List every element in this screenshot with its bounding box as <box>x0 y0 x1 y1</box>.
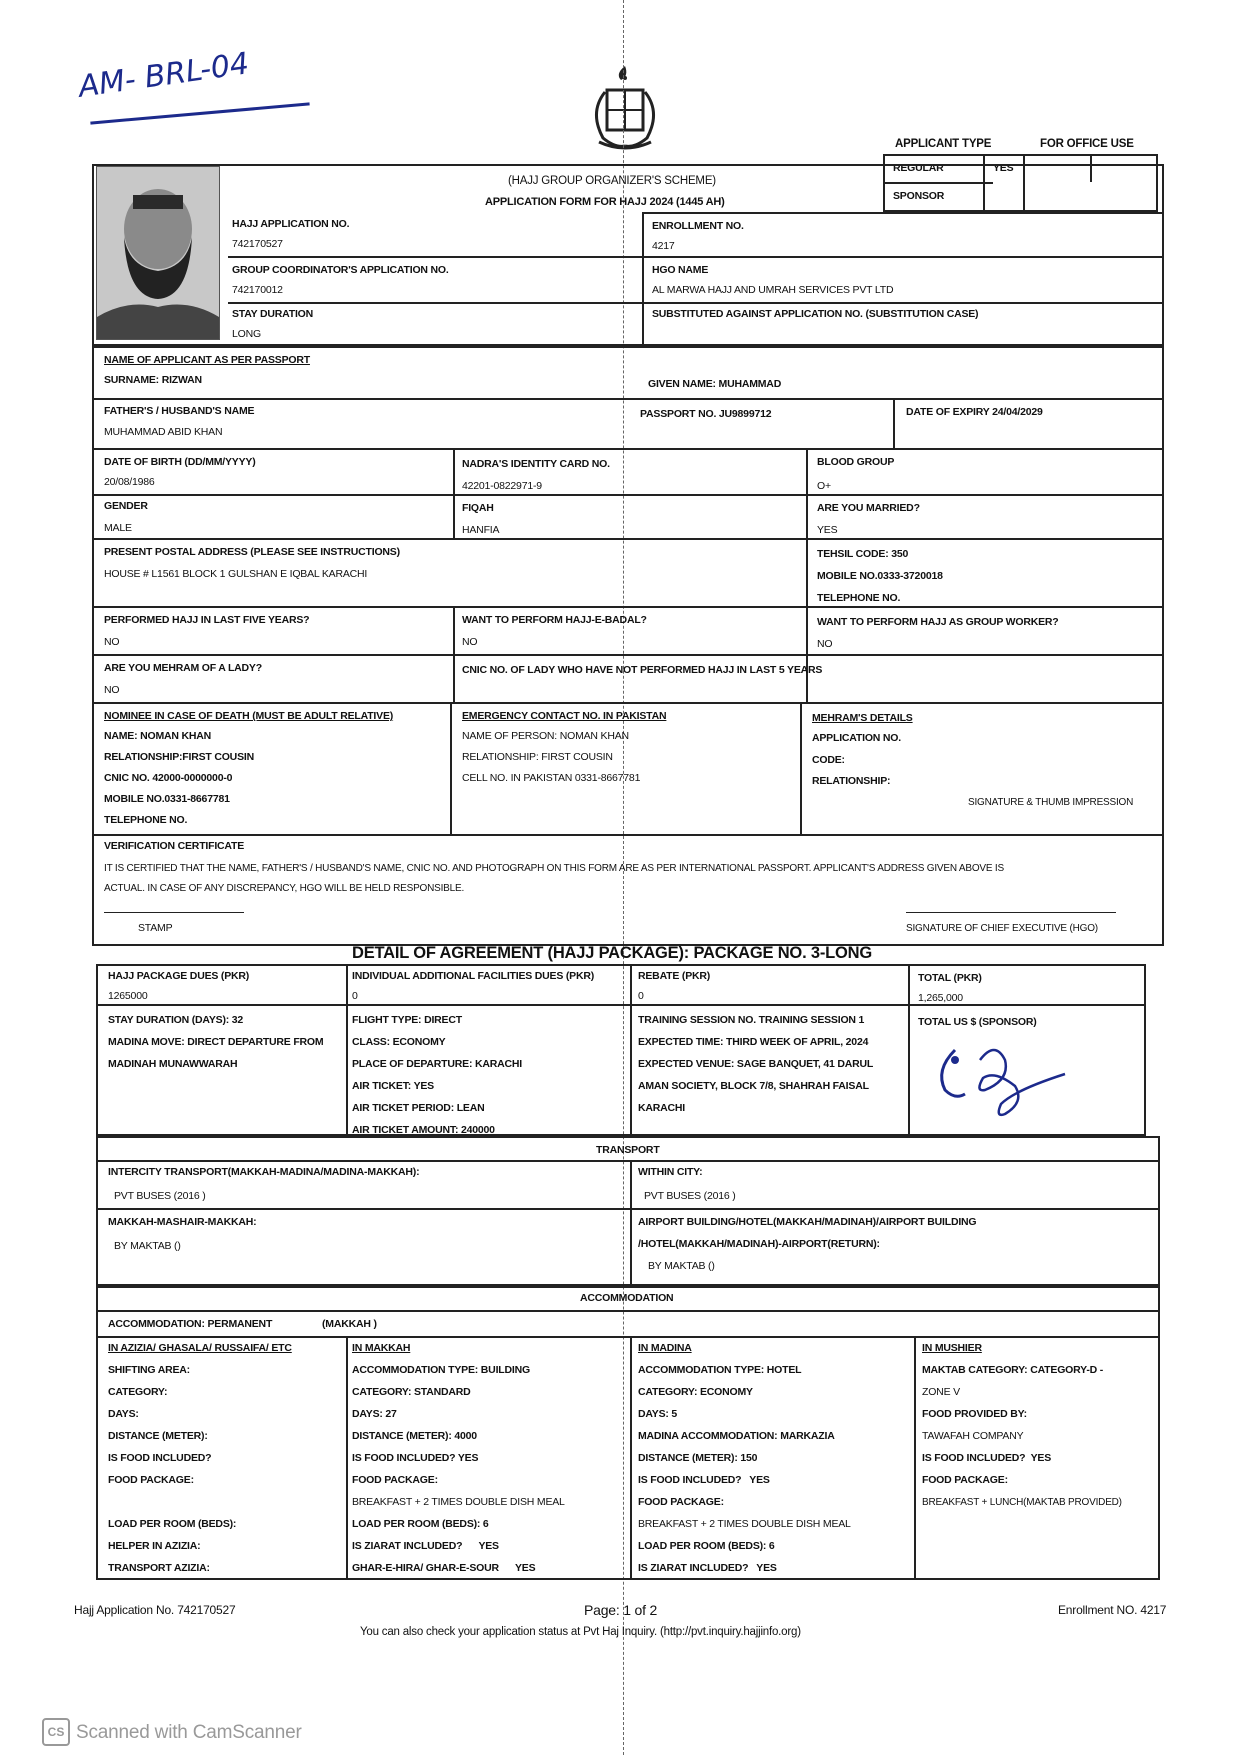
makkah-line: BREAKFAST + 2 TIMES DOUBLE DISH MEAL <box>352 1496 565 1508</box>
mushier-line: ZONE V <box>922 1386 960 1398</box>
mehram-details-line: RELATIONSHIP: <box>812 775 891 787</box>
mehram-details-line: APPLICATION NO. <box>812 732 901 744</box>
mushier-line: FOOD PROVIDED BY: <box>922 1408 1027 1420</box>
married-value: YES <box>817 524 838 536</box>
makkah-line: IS ZIARAT INCLUDED? YES <box>352 1540 499 1552</box>
mushier-line: IS FOOD INCLUDED? YES <box>922 1452 1052 1464</box>
emergency-line: NAME OF PERSON: NOMAN KHAN <box>462 730 629 742</box>
azizia-line: CATEGORY: <box>108 1386 168 1398</box>
transport-table <box>96 1136 1160 1286</box>
rebate-label: REBATE (PKR) <box>638 970 711 982</box>
within-city-label: WITHIN CITY: <box>638 1166 703 1178</box>
sponsor-label: SPONSOR <box>893 190 945 202</box>
regular-yes-value: YES <box>993 162 1014 174</box>
agreement-col2-line: CLASS: ECONOMY <box>352 1036 446 1048</box>
airport-label-1: AIRPORT BUILDING/HOTEL(MAKKAH/MADINAH)/AIRPORT BUILDING <box>638 1216 977 1228</box>
agreement-col3-line: EXPECTED VENUE: SAGE BANQUET, 41 DARUL <box>638 1058 874 1070</box>
mushier-line: TAWAFAH COMPANY <box>922 1430 1024 1442</box>
airport-label-2: /HOTEL(MAKKAH/MADINAH)-AIRPORT(RETURN): <box>638 1238 880 1250</box>
footer-status-note: You can also check your application status at Pvt Haj Inquiry. (http://pvt.inquiry.hajjinfo.org) <box>360 1626 801 1638</box>
azizia-line: LOAD PER ROOM (BEDS): <box>108 1518 237 1530</box>
madina-line: LOAD PER ROOM (BEDS): 6 <box>638 1540 775 1552</box>
blood-value: O+ <box>817 480 831 492</box>
telephone-no: TELEPHONE NO. <box>817 592 901 604</box>
mushier-line: MAKTAB CATEGORY: CATEGORY-D - <box>922 1364 1104 1376</box>
nominee-header: NOMINEE IN CASE OF DEATH (MUST BE ADULT RELATIVE) <box>104 710 394 722</box>
performed-label: PERFORMED HAJJ IN LAST FIVE YEARS? <box>104 614 310 626</box>
agreement-col2-line: AIR TICKET AMOUNT: 240000 <box>352 1124 495 1136</box>
agreement-col2-line: PLACE OF DEPARTURE: KARACHI <box>352 1058 522 1070</box>
mehram-details-header: MEHRAM'S DETAILS <box>812 712 913 724</box>
madina-line: IS FOOD INCLUDED? YES <box>638 1474 770 1486</box>
office-use-label: FOR OFFICE USE <box>1040 138 1134 150</box>
footer-enrollment: Enrollment NO. 4217 <box>1058 1603 1167 1617</box>
footer-page: Page: 1 of 2 <box>584 1602 658 1618</box>
azizia-line: SHIFTING AREA: <box>108 1364 190 1376</box>
tehsil-code: TEHSIL CODE: 350 <box>817 548 909 560</box>
mehram-label: ARE YOU MEHRAM OF A LADY? <box>104 662 262 674</box>
stamp-label: STAMP <box>138 922 173 934</box>
total-usd-label: TOTAL US $ (SPONSOR) <box>918 1016 1037 1028</box>
azizia-line: DISTANCE (METER): <box>108 1430 208 1442</box>
makkah-line: IS FOOD INCLUDED? YES <box>352 1452 479 1464</box>
transport-header: TRANSPORT <box>596 1144 660 1156</box>
nominee-line: NAME: NOMAN KHAN <box>104 730 212 742</box>
madina-line: DAYS: 5 <box>638 1408 678 1420</box>
makkah-line: LOAD PER ROOM (BEDS): 6 <box>352 1518 489 1530</box>
father-value: MUHAMMAD ABID KHAN <box>104 426 223 438</box>
name-header: NAME OF APPLICANT AS PER PASSPORT <box>104 354 310 366</box>
hgo-name-label: HGO NAME <box>652 264 709 276</box>
madina-line: DISTANCE (METER): 150 <box>638 1452 758 1464</box>
mobile-no: MOBILE NO.0333-3720018 <box>817 570 943 582</box>
emergency-line: CELL NO. IN PAKISTAN 0331-8667781 <box>462 772 641 784</box>
dob-label: DATE OF BIRTH (DD/MM/YYYY) <box>104 456 256 468</box>
azizia-header: IN AZIZIA/ GHASALA/ RUSSAIFA/ ETC <box>108 1342 292 1354</box>
camscanner-logo: CS <box>42 1718 70 1746</box>
nominee-line: MOBILE NO.0331-8667781 <box>104 793 230 805</box>
emergency-header: EMERGENCY CONTACT NO. IN PAKISTAN <box>462 710 667 722</box>
verification-header: VERIFICATION CERTIFICATE <box>104 840 245 852</box>
nominee-line: CNIC NO. 42000-0000000-0 <box>104 772 233 784</box>
form-title: APPLICATION FORM FOR HAJJ 2024 (1445 AH) <box>485 196 725 208</box>
ceo-signature-line <box>906 912 1116 913</box>
verification-line1: IT IS CERTIFIED THAT THE NAME, FATHER'S / HUSBAND'S NAME, CNIC NO. AND PHOTOGRAPH ON THIS FORM ARE AS PER INTERNATIONAL PASSPORT. APPLICANT'S ADDRESS GIVEN ABOVE IS <box>104 863 1004 874</box>
madina-line: IS ZIARAT INCLUDED? YES <box>638 1562 777 1574</box>
agreement-col1-line: STAY DURATION (DAYS): 32 <box>108 1014 244 1026</box>
dob-value: 20/08/1986 <box>104 476 155 488</box>
agreement-col3-line: EXPECTED TIME: THIRD WEEK OF APRIL, 2024 <box>638 1036 869 1048</box>
madina-line: BREAKFAST + 2 TIMES DOUBLE DISH MEAL <box>638 1518 851 1530</box>
badal-label: WANT TO PERFORM HAJJ-E-BADAL? <box>462 614 647 626</box>
makkah-header: IN MAKKAH <box>352 1342 411 1354</box>
fiqah-value: HANFIA <box>462 524 500 536</box>
footer-app-no: Hajj Application No. 742170527 <box>74 1603 236 1617</box>
agreement-col2-line: FLIGHT TYPE: DIRECT <box>352 1014 462 1026</box>
madina-line: MADINA ACCOMMODATION: MARKAZIA <box>638 1430 835 1442</box>
mushier-header: IN MUSHIER <box>922 1342 982 1354</box>
ceo-signature-label: SIGNATURE OF CHIEF EXECUTIVE (HGO) <box>906 923 1098 934</box>
handwritten-underline <box>90 102 309 124</box>
mushier-line: BREAKFAST + LUNCH(MAKTAB PROVIDED) <box>922 1497 1122 1508</box>
government-emblem <box>585 62 665 154</box>
accommodation-header: ACCOMMODATION <box>580 1292 674 1304</box>
airport-value: BY MAKTAB () <box>648 1260 715 1272</box>
azizia-line: FOOD PACKAGE: <box>108 1474 194 1486</box>
coordinator-label: GROUP COORDINATOR'S APPLICATION NO. <box>232 264 449 276</box>
within-city-value: PVT BUSES (2016 ) <box>644 1190 736 1202</box>
address-label: PRESENT POSTAL ADDRESS (PLEASE SEE INSTRUCTIONS) <box>104 546 400 558</box>
gender-value: MALE <box>104 522 132 534</box>
badal-value: NO <box>462 636 478 648</box>
agreement-col1-line: MADINAH MUNAWWARAH <box>108 1058 238 1070</box>
madina-line: ACCOMMODATION TYPE: HOTEL <box>638 1364 802 1376</box>
total-label: TOTAL (PKR) <box>918 972 982 984</box>
father-label: FATHER'S / HUSBAND'S NAME <box>104 405 255 417</box>
given-name: GIVEN NAME: MUHAMMAD <box>648 378 782 390</box>
package-dues-label: HAJJ PACKAGE DUES (PKR) <box>108 970 250 982</box>
makkah-line: GHAR-E-HIRA/ GHAR-E-SOUR YES <box>352 1562 536 1574</box>
accommodation-city: (MAKKAH ) <box>322 1318 377 1330</box>
azizia-line: HELPER IN AZIZIA: <box>108 1540 201 1552</box>
nominee-line: RELATIONSHIP:FIRST COUSIN <box>104 751 254 763</box>
nominee-line: TELEPHONE NO. <box>104 814 188 826</box>
applicant-details-table <box>92 346 1164 946</box>
agreement-col2-line: AIR TICKET PERIOD: LEAN <box>352 1102 485 1114</box>
cnic-lady-label: CNIC NO. OF LADY WHO HAVE NOT PERFORMED HAJJ IN LAST 5 YEARS <box>462 664 823 676</box>
agreement-title: DETAIL OF AGREEMENT (HAJJ PACKAGE): PACKAGE NO. 3-LONG <box>352 944 872 962</box>
passport-no: PASSPORT NO. JU9899712 <box>640 408 772 420</box>
package-dues-value: 1265000 <box>108 990 148 1002</box>
agreement-col3-line: KARACHI <box>638 1102 686 1114</box>
makkah-line: DAYS: 27 <box>352 1408 397 1420</box>
madina-line: FOOD PACKAGE: <box>638 1496 724 1508</box>
address-value: HOUSE # L1561 BLOCK 1 GULSHAN E IQBAL KARACHI <box>104 568 368 580</box>
enrollment-label: ENROLLMENT NO. <box>652 220 744 232</box>
mehram-value: NO <box>104 684 120 696</box>
madina-header: IN MADINA <box>638 1342 692 1354</box>
mashair-value: BY MAKTAB () <box>114 1240 181 1252</box>
stay-duration-value: LONG <box>232 328 261 340</box>
nadra-label: NADRA'S IDENTITY CARD NO. <box>462 458 610 470</box>
camscanner-watermark: Scanned with CamScanner <box>76 1722 302 1743</box>
agreement-col1-line: MADINA MOVE: DIRECT DEPARTURE FROM <box>108 1036 324 1048</box>
signature-thumb-label: SIGNATURE & THUMB IMPRESSION <box>968 797 1134 808</box>
coordinator-value: 742170012 <box>232 284 283 296</box>
substitution-label: SUBSTITUTED AGAINST APPLICATION NO. (SUBSTITUTION CASE) <box>652 308 979 320</box>
gender-label: GENDER <box>104 500 148 512</box>
surname: SURNAME: RIZWAN <box>104 374 202 386</box>
enrollment-value: 4217 <box>652 240 675 252</box>
individual-dues-label: INDIVIDUAL ADDITIONAL FACILITIES DUES (PKR) <box>352 970 595 982</box>
app-no-label: HAJJ APPLICATION NO. <box>232 218 350 230</box>
agreement-col3-line: TRAINING SESSION NO. TRAINING SESSION 1 <box>638 1014 865 1026</box>
intercity-label: INTERCITY TRANSPORT(MAKKAH-MADINA/MADINA-MAKKAH): <box>108 1166 420 1178</box>
stamp-line <box>104 912 244 913</box>
madina-line: CATEGORY: ECONOMY <box>638 1386 753 1398</box>
passport-expiry: DATE OF EXPIRY 24/04/2029 <box>906 406 1043 418</box>
blood-label: BLOOD GROUP <box>817 456 895 468</box>
makkah-line: ACCOMMODATION TYPE: BUILDING <box>352 1364 530 1376</box>
app-no-value: 742170527 <box>232 238 283 250</box>
mushier-line: FOOD PACKAGE: <box>922 1474 1008 1486</box>
rebate-value: 0 <box>638 990 644 1002</box>
makkah-line: DISTANCE (METER): 4000 <box>352 1430 477 1442</box>
group-worker-value: NO <box>817 638 833 650</box>
performed-value: NO <box>104 636 120 648</box>
mashair-label: MAKKAH-MASHAIR-MAKKAH: <box>108 1216 257 1228</box>
married-label: ARE YOU MARRIED? <box>817 502 920 514</box>
azizia-line: DAYS: <box>108 1408 139 1420</box>
agreement-col2-line: AIR TICKET: YES <box>352 1080 434 1092</box>
regular-label: REGULAR <box>893 162 944 174</box>
group-worker-label: WANT TO PERFORM HAJJ AS GROUP WORKER? <box>817 616 1059 628</box>
mehram-details-line: CODE: <box>812 754 845 766</box>
scheme-title: (HAJJ GROUP ORGANIZER'S SCHEME) <box>508 175 716 187</box>
agreement-col3-line: AMAN SOCIETY, BLOCK 7/8, SHAHRAH FAISAL <box>638 1080 869 1092</box>
makkah-line: CATEGORY: STANDARD <box>352 1386 471 1398</box>
verification-line2: ACTUAL. IN CASE OF ANY DISCREPANCY, HGO WILL BE HELD RESPONSIBLE. <box>104 883 465 894</box>
makkah-line: FOOD PACKAGE: <box>352 1474 438 1486</box>
azizia-line: IS FOOD INCLUDED? <box>108 1452 212 1464</box>
total-value: 1,265,000 <box>918 992 963 1004</box>
individual-dues-value: 0 <box>352 990 358 1002</box>
accommodation-type-line: ACCOMMODATION: PERMANENT <box>108 1318 273 1330</box>
emergency-line: RELATIONSHIP: FIRST COUSIN <box>462 751 613 763</box>
intercity-value: PVT BUSES (2016 ) <box>114 1190 206 1202</box>
handwritten-reference: AM- BRL-04 <box>76 46 252 105</box>
hgo-name-value: AL MARWA HAJJ AND UMRAH SERVICES PVT LTD <box>652 284 894 296</box>
applicant-signature <box>925 1030 1075 1130</box>
stay-duration-label: STAY DURATION <box>232 308 314 320</box>
nadra-value: 42201-0822971-9 <box>462 480 542 492</box>
azizia-line: TRANSPORT AZIZIA: <box>108 1562 210 1574</box>
applicant-type-label: APPLICANT TYPE <box>895 138 992 150</box>
fiqah-label: FIQAH <box>462 502 494 514</box>
